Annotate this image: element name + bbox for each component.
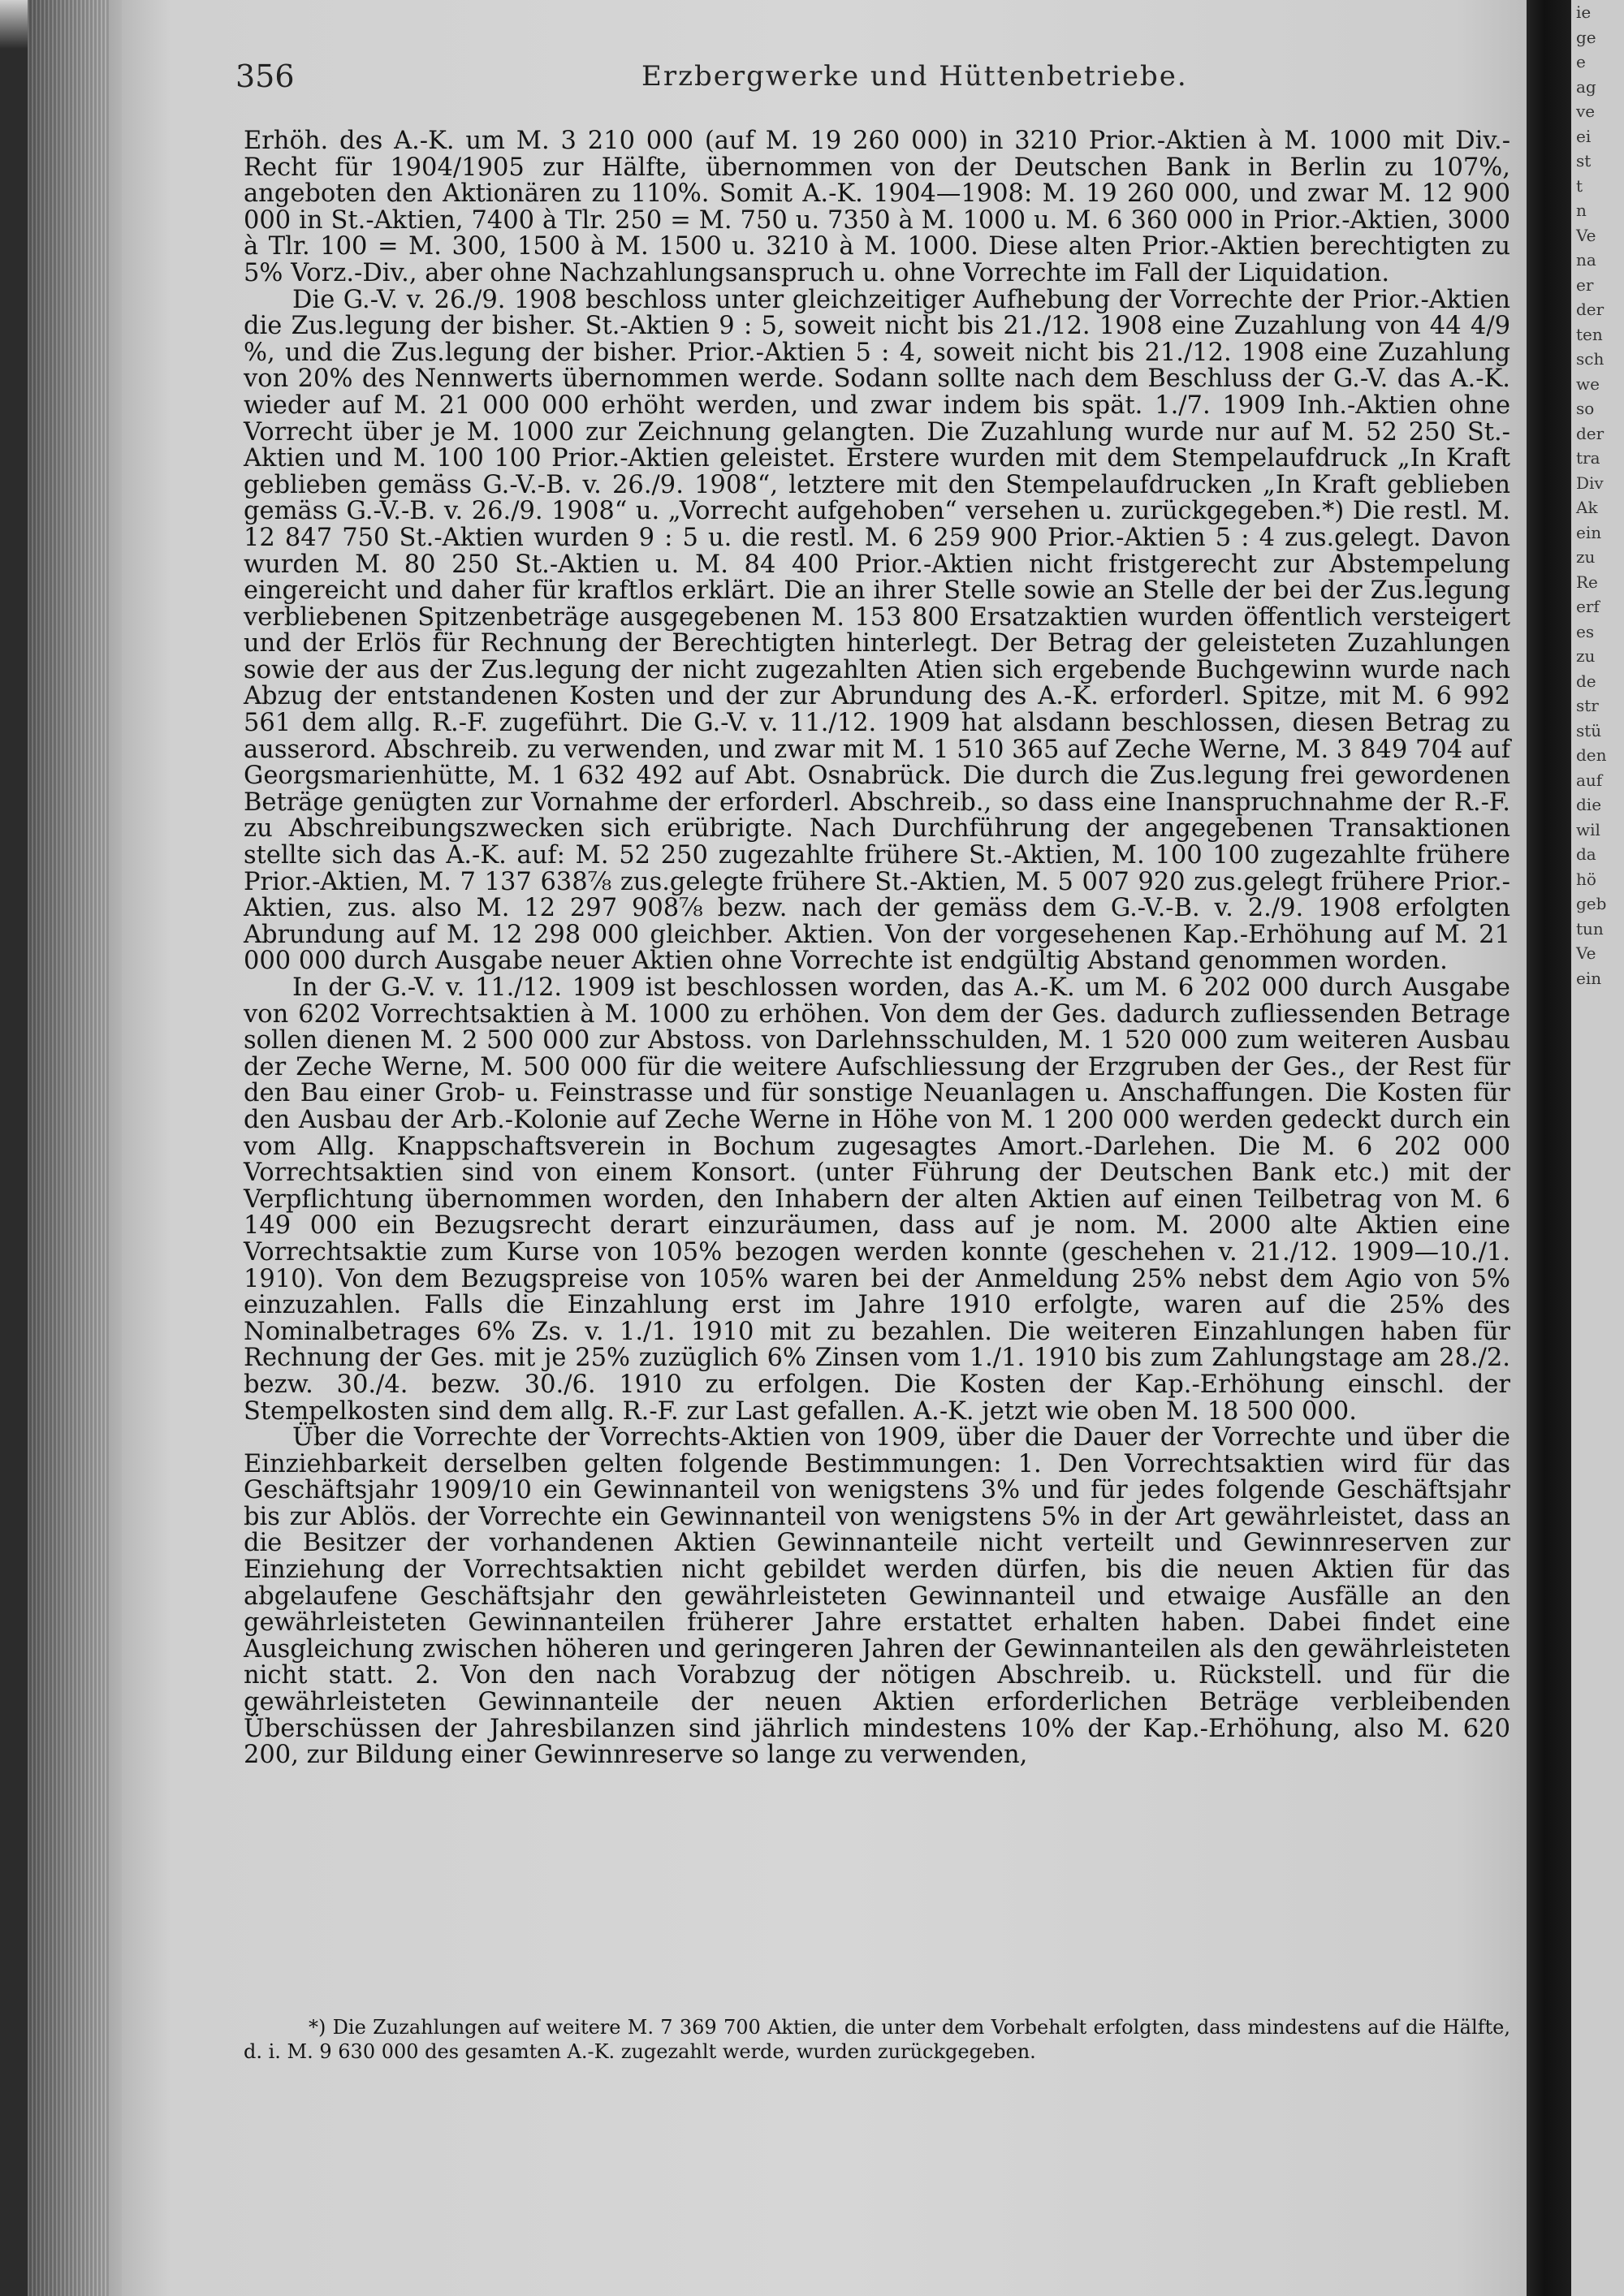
facing-fragment: die	[1576, 795, 1602, 814]
facing-fragment: we	[1576, 373, 1600, 394]
facing-fragment: wil	[1576, 819, 1600, 839]
facing-fragment: tun	[1576, 918, 1604, 939]
facing-fragment: hö	[1576, 869, 1596, 889]
facing-fragment: Ak	[1576, 498, 1598, 517]
running-title: Erzbergwerke und Hüttenbetriebe.	[641, 60, 1188, 93]
facing-fragment: de	[1576, 671, 1596, 691]
facing-fragment: sch	[1576, 349, 1605, 369]
facing-page-edge	[1571, 0, 1624, 2296]
facing-fragment: so	[1576, 399, 1595, 418]
facing-fragment: zu	[1576, 547, 1596, 567]
facing-fragment: st	[1576, 151, 1592, 170]
facing-fragment: der	[1576, 423, 1605, 443]
facing-fragment: der	[1576, 300, 1605, 319]
facing-fragment: stü	[1576, 720, 1602, 740]
facing-fragment: str	[1576, 696, 1599, 715]
facing-fragment: erf	[1576, 597, 1600, 616]
paragraph-capital-increase: Erhöh. des A.-K. um M. 3 210 000 (auf M. 19 260 000) in 3210 Prior.-Aktien à M. 1000 mit Div.-Recht für 1904/1905 zur Hälfte, übernommen von der Deutschen Bank in Berlin zu 107%, angeboten den Aktionären zu 110%. Somit A.-K. 1904—1908: M. 19 260 000, und zwar M. 12 900 000 in St.-Aktien, 7400 à Tlr. 250 = M. 750 u. 7350 à M. 1000 u. M. 6 360 000 in Prior.-Aktien, 3000 à Tlr. 100 = M. 300, 1500 à M. 1500 u. 3210 à M. 1000. Diese alten Prior.-Aktien berechtigten zu 5% Vorz.-Div., aber ohne Nachzahlungsanspruch u. ohne Vorrechte im Fall der Liquidation.	[244, 127, 1510, 287]
facing-fragment: Div	[1576, 473, 1604, 493]
page-header	[235, 58, 1470, 99]
facing-fragment: Ve	[1576, 225, 1596, 245]
facing-fragment: geb	[1576, 894, 1607, 913]
facing-fragment: auf	[1576, 770, 1603, 790]
footnote	[244, 2015, 1510, 2064]
facing-fragment: es	[1576, 621, 1595, 641]
paragraph-vorrechte: Über die Vorrechte der Vorrechts-Aktien von 1909, über die Dauer der Vorrechte und über die Einziehbarkeit derselben gelten folgende Bestimmungen: 1. Den Vorrechtsaktien wird für das Geschäftsjahr 1909/10 ein Gewinnanteil von wenigstens 3% und für jedes folgende Geschäftsjahr bis zur Ablös. der Vorrechte ein Gewinnanteil von wenigstens 5% in der Art gewährleistet, dass an die Besitzer der vorhandenen Aktien Gewinnanteile nicht verteilt und Gewinnreserven zur Einziehung der Vorrechtsaktien nicht gebildet werden dürfen, bis die neuen Aktien für das abgelaufene Geschäftsjahr den gewährleisteten Gewinnanteil und etwaige Ausfälle an den gewährleisteten Gewinnanteilen früherer Jahre erstattet erhalten haben. Dabei findet eine Ausgleichung zwischen höheren und geringeren Jahren der Gewinnanteilen als den gewährleisteten nicht statt. 2. Von den nach Vorabzug der nötigen Abschreib. u. Rückstell. und für die gewährleisteten Gewinnanteile der neuen Aktien erforderlichen Beträge verbleibenden Überschüssen der Jahresbilanzen sind jährlich mindestens 10% der Kap.-Erhöhung, also M. 620 200, zur Bildung einer Gewinnreserve so lange zu verwenden,	[244, 1423, 1510, 1770]
facing-fragment: er	[1576, 274, 1594, 295]
facing-fragment: t	[1576, 175, 1583, 196]
book-spine	[0, 0, 122, 2296]
main-text	[244, 128, 1510, 1769]
facing-fragment: ten	[1576, 324, 1603, 344]
facing-fragment: den	[1576, 745, 1607, 765]
footnote-text: *) Die Zuzahlungen auf weitere M. 7 369 700 Aktien, die unter dem Vorbehalt erfolgten, dass mindestens auf die Hälfte, d. i. M. 9 630 000 des gesamten A.-K. zugezahlt werde, wurden zurückgegeben.	[244, 2016, 1510, 2063]
facing-fragment: na	[1576, 250, 1596, 270]
spine-shadow	[0, 0, 28, 2296]
book-gutter	[1527, 0, 1571, 2296]
facing-fragment: Re	[1576, 572, 1598, 592]
facing-fragment: ve	[1576, 101, 1596, 121]
facing-fragment: Ve	[1576, 943, 1596, 963]
facing-fragment: ag	[1576, 76, 1596, 97]
facing-fragment: zu	[1576, 646, 1596, 666]
facing-fragment: e	[1576, 52, 1586, 71]
facing-fragment: ie	[1576, 2, 1592, 22]
paragraph-gv-1908: Die G.-V. v. 26./9. 1908 beschloss unter gleichzeitiger Aufhebung der Vorrechte der Prior.-Aktien die Zus.legung der bisher. St.-Aktien 9 : 5, soweit nicht bis 21./12. 1908 eine Zuzahlung von 44 4/9 %, und die Zus.legung der bisher. Prior.-Aktien 5 : 4, soweit nicht bis 21./12. 1908 eine Zuzahlung von 20% des Nennwerts übernommen werde. Sodann sollte nach dem Beschluss der G.-V. das A.-K. wieder auf M. 21 000 000 erhöht werden, und zwar indem bis spät. 1./7. 1909 Inh.-Aktien ohne Vorrecht über je M. 1000 zur Zeichnung gelangten. Die Zuzahlung wurde nur auf M. 52 250 St.-Aktien und M. 100 100 Prior.-Aktien geleistet. Erstere wurden mit dem Stempelaufdruck „In Kraft geblieben gemäss G.-V.-B. v. 26./9. 1908“, letztere mit den Stempelaufdrucken „In Kraft geblieben gemäss G.-V.-B. v. 26./9. 1908“ u. „Vorrecht aufgehoben“ versehen u. zurückgegeben.*) Die restl. M. 12 847 750 St.-Aktien wurden 9 : 5 u. die restl. M. 6 259 900 Prior.-Aktien 5 : 4 zus.gelegt. Davon wurden M. 80 250 St.-Aktien u. M. 84 400 Prior.-Aktien nicht fristgerecht zur Abstempelung eingereicht und daher für kraftlos erklärt. Die an ihrer Stelle sowie an Stelle der bei der Zus.legung verbliebenen Spitzenbeträge ausgegebenen M. 153 800 Ersatzaktien wurden öffentlich versteigert und der Erlös für Rechnung der Berechtigten hinterlegt. Der Betrag der geleisteten Zuzahlungen sowie der aus der Zus.legung der nicht zugezahlten Atien sich ergebende Buchgewinn wurde nach Abzug der entstandenen Kosten und der zur Abrundung des A.-K. erforderl. Spitze, mit M. 6 992 561 dem allg. R.-F. zugeführt. Die G.-V. v. 11./12. 1909 hat alsdann beschlossen, diesen Betrag zu ausserord. Abschreib. zu verwenden, und zwar mit M. 1 510 365 auf Zeche Werne, M. 3 849 704 auf Georgsmarienhütte, M. 1 632 492 auf Abt. Osnabrück. Die durch die Zus.legung frei gewordenen Beträge genügten zur Vornahme der erforderl. Abschreib., so dass eine Inanspruchnahme der R.-F. zu Abschreibungszwecken sich erübrigte. Nach Durchführung der angegebenen Transaktionen stellte sich das A.-K. auf: M. 52 250 zugezahlte frühere St.-Aktien, M. 100 100 zugezahlte frühere Prior.-Aktien, M. 7 137 638⅞ zus.gelegte frühere St.-Aktien, M. 5 007 920 zus.gelegt frühere Prior.-Aktien, zus. also M. 12 297 908⅞ bezw. nach der gemäss dem G.-V.-B. v. 2./9. 1908 erfolgten Abrundung auf M. 12 298 000 gleichber. Aktien. Von der vorgesehenen Kap.-Erhöhung auf M. 21 000 000 durch Ausgabe neuer Aktien ohne Vorrechte ist endgültig Abstand genommen worden.	[244, 285, 1510, 976]
facing-fragment: n	[1576, 201, 1587, 220]
facing-fragment: tra	[1576, 448, 1600, 468]
facing-fragment: ein	[1576, 968, 1602, 988]
facing-fragment: ei	[1576, 126, 1592, 146]
facing-fragment: da	[1576, 844, 1596, 864]
page-number: 356	[235, 58, 295, 94]
paragraph-gv-1909: In der G.-V. v. 11./12. 1909 ist beschlossen worden, das A.-K. um M. 6 202 000 durch Ausgabe von 6202 Vorrechtsaktien à M. 1000 zu erhöhen. Von dem der Ges. dadurch zufliessenden Betrage sollen dienen M. 2 500 000 zur Abstoss. von Darlehnsschulden, M. 1 520 000 zum weiteren Ausbau der Zeche Werne, M. 500 000 für die weitere Aufschliessung der Erzgruben der Ges., der Rest für den Bau einer Grob- u. Feinstrasse und für sonstige Neuanlagen u. Anschaffungen. Die Kosten für den Ausbau der Arb.-Kolonie auf Zeche Werne in Höhe von M. 1 200 000 werden gedeckt durch ein vom Allg. Knappschaftsverein in Bochum zugesagtes Amort.-Darlehen. Die M. 6 202 000 Vorrechtsaktien sind von einem Konsort. (unter Führung der Deutschen Bank etc.) mit der Verpflichtung übernommen worden, den Inhabern der alten Aktien auf einen Teilbetrag von M. 6 149 000 ein Bezugsrecht derart einzuräumen, dass auf je nom. M. 2000 alte Aktien eine Vorrechtsaktie zum Kurse von 105% bezogen werden konnte (geschehen v. 21./12. 1909—10./1. 1910). Von dem Bezugspreise von 105% waren bei der Anmeldung 25% nebst dem Agio von 5% einzuzahlen. Falls die Einzahlung erst im Jahre 1910 erfolgte, waren auf die 25% des Nominalbetrages 6% Zs. v. 1./1. 1910 mit zu bezahlen. Die weiteren Einzahlungen haben für Rechnung der Ges. mit je 25% zuzüglich 6% Zinsen vom 1./1. 1910 bis zum Zahlungstage am 28./2. bezw. 30./4. bezw. 30./6. 1910 zu erfolgen. Die Kosten der Kap.-Erhöhung einschl. der Stempelkosten sind dem allg. R.-F. zur Last gefallen. A.-K. jetzt wie oben M. 18 500 000.	[244, 973, 1510, 1426]
facing-fragment: ein	[1576, 522, 1602, 542]
facing-fragment: ge	[1576, 27, 1596, 47]
